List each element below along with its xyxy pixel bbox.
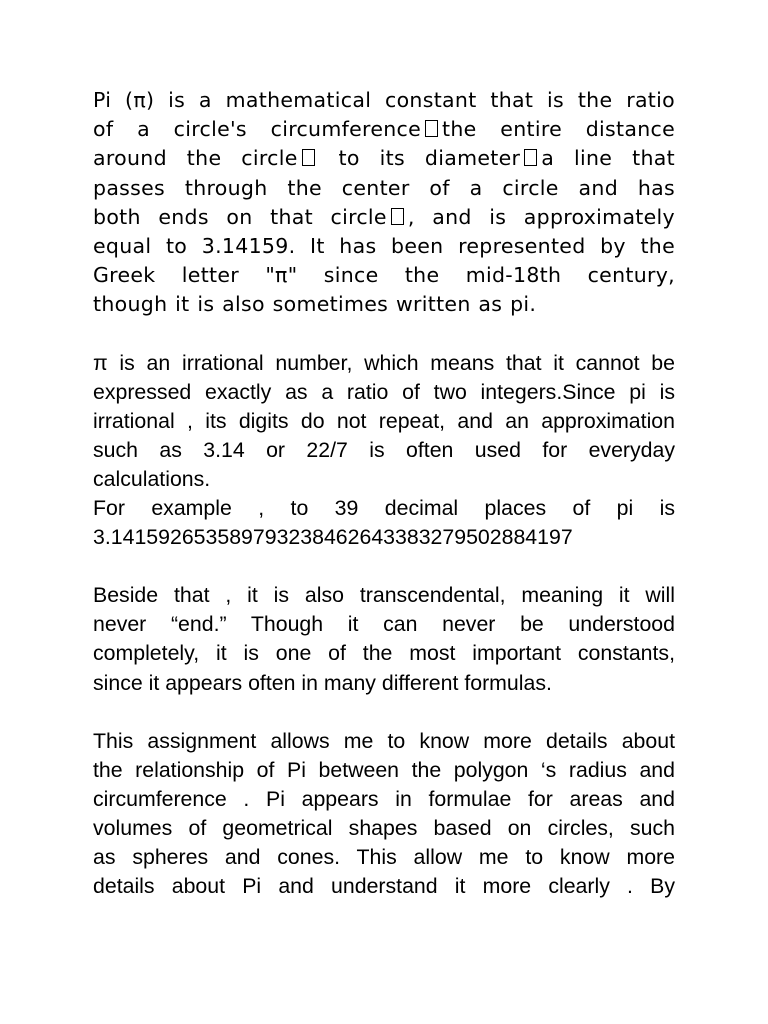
text-line: the relationship of Pi between the polygon ‘s radius and bbox=[93, 757, 675, 782]
missing-glyph-box bbox=[524, 149, 537, 166]
text-line: never “end.” Though it can never be understood bbox=[93, 612, 675, 637]
paragraph-irrational bbox=[93, 349, 675, 553]
text-line: volumes of geometrical shapes based on circles, such bbox=[93, 815, 675, 840]
paragraph-gap bbox=[93, 320, 675, 349]
text-line: details about Pi and understand it more clearly . By bbox=[93, 874, 675, 899]
text-line: equal to 3.14159. It has been represented by the bbox=[93, 234, 675, 259]
text-fragment: around the circle bbox=[93, 146, 298, 171]
text-line bbox=[93, 203, 675, 232]
text-fragment: to its diameter bbox=[338, 146, 521, 171]
text-line: Beside that , it is also transcendental, meaning it will bbox=[93, 583, 675, 608]
text-line: Greek letter "π" since the mid-18th century, bbox=[93, 263, 675, 288]
text-line: as spheres and cones. This allow me to know more bbox=[93, 845, 675, 870]
text-line: passes through the center of a circle and has bbox=[93, 175, 675, 200]
text-line: π is an irrational number, which means that it cannot be bbox=[93, 350, 675, 375]
text-line: 3.141592653589793238462643383279502884197 bbox=[93, 525, 573, 550]
text-line bbox=[93, 115, 675, 144]
text-fragment: the entire distance bbox=[442, 117, 675, 142]
text-line: For example , to 39 decimal places of pi is bbox=[93, 496, 675, 521]
text-line: such as 3.14 or 22/7 is often used for everyday bbox=[93, 437, 675, 462]
document-page bbox=[93, 86, 675, 901]
text-line: since it appears often in many different formulas. bbox=[93, 670, 552, 695]
text-line: calculations. bbox=[93, 467, 211, 491]
paragraph-assignment bbox=[93, 727, 675, 902]
missing-glyph-box bbox=[425, 120, 438, 137]
text-fragment: a line that bbox=[541, 146, 675, 171]
missing-glyph-box bbox=[391, 208, 404, 225]
text-line: Pi (π) is a mathematical constant that is the ratio bbox=[93, 88, 675, 112]
text-line: circumference . Pi appears in formulae for areas and bbox=[93, 786, 675, 811]
paragraph-pi-definition bbox=[93, 86, 675, 320]
text-line: This assignment allows me to know more details about bbox=[93, 728, 675, 753]
text-fragment: of a circle's circumference bbox=[93, 117, 422, 142]
paragraph-gap bbox=[93, 552, 675, 581]
paragraph-transcendental bbox=[93, 581, 675, 697]
text-line: though it is also sometimes written as pi. bbox=[93, 292, 537, 317]
text-line bbox=[93, 144, 675, 173]
text-line: irrational , its digits do not repeat, and an approximation bbox=[93, 408, 675, 433]
text-line: expressed exactly as a ratio of two integers.Since pi is bbox=[93, 379, 675, 404]
text-line: completely, it is one of the most important constants, bbox=[93, 641, 675, 666]
paragraph-gap bbox=[93, 698, 675, 727]
text-fragment: both ends on that circle bbox=[93, 204, 387, 229]
text-fragment: , and is approximately bbox=[407, 204, 675, 229]
missing-glyph-box bbox=[302, 149, 315, 166]
